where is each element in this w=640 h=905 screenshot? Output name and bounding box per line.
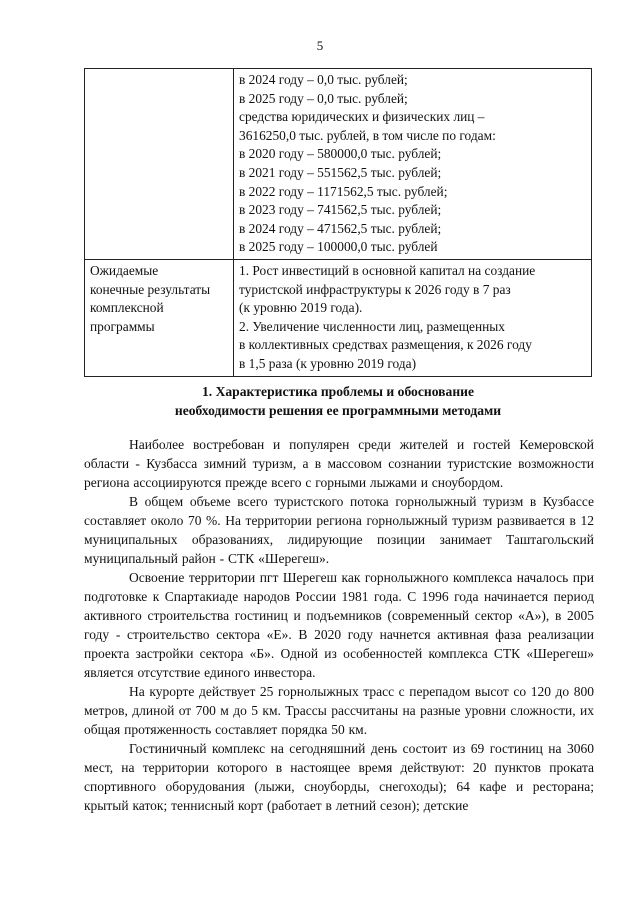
result-line: в 1,5 раза (к уровню 2019 года) [239, 355, 417, 371]
result-line: в коллективных средствах размещения, к 2026 году [239, 337, 532, 353]
page-number: 5 [316, 38, 324, 53]
section-heading-line: 1. Характеристика проблемы и обоснование [201, 384, 475, 399]
table-cell-label-empty [85, 69, 234, 260]
result-line: 1. Рост инвестиций в основной капитал на создание [239, 262, 536, 278]
label-line: комплексной [90, 300, 164, 316]
paragraph: Освоение территории пгт Шерегеш как горнолыжного комплекса началось при подготовке к Спартакиаде народов России 1981 года. С 1996 года начинается период активного строительства гостиниц и подъемников (современный сектор «А»), в 2005 году - строительство сектора «Е». В 2020 году начнется активная фаза реализации проекта застройки сектора «Б». Одной из особенностей комплекса СТК «Шерегеш» является отсутствие единого инвестора. [84, 570, 594, 680]
funding-line: 3616250,0 тыс. рублей, в том числе по годам: [239, 127, 496, 143]
label-line: программы [90, 318, 155, 334]
label-line: конечные результаты [90, 281, 211, 297]
result-line: 2. Увеличение численности лиц, размещенных [239, 318, 505, 334]
funding-line: в 2023 году – 741562,5 тыс. рублей; [239, 202, 442, 218]
table-cell-funding-values [234, 69, 592, 260]
funding-line: средства юридических и физических лиц – [239, 109, 485, 125]
funding-line: в 2025 году – 100000,0 тыс. рублей [239, 239, 438, 255]
paragraph: На курорте действует 25 горнолыжных трасс с перепадом высот со 120 до 800 метров, длиной от 700 м до 5 км. Трассы рассчитаны на разные уровни сложности, их общая протяженность составляет порядка 50 км. [84, 684, 594, 737]
table-cell-expected-results-values [234, 259, 592, 376]
table-row-expected-results [85, 259, 592, 376]
funding-line: в 2024 году – 0,0 тыс. рублей; [239, 72, 408, 87]
result-line: туристской инфраструктуры к 2026 году в 7 раз [239, 281, 511, 297]
section-body [84, 435, 594, 815]
paragraph: Наиболее востребован и популярен среди жителей и гостей Кемеровской области - Кузбасса зимний туризм, а в массовом сознании туристские возможности региона ассоциируются прежде всего с горными лыжами и сноубордом. [84, 437, 594, 490]
funding-line: в 2020 году – 580000,0 тыс. рублей; [239, 146, 442, 162]
funding-line: в 2025 году – 0,0 тыс. рублей; [239, 90, 408, 106]
funding-line: в 2022 году – 1171562,5 тыс. рублей; [239, 183, 448, 199]
label-line: Ожидаемые [90, 262, 159, 278]
program-passport-table [84, 68, 592, 377]
funding-line: в 2024 году – 471562,5 тыс. рублей; [239, 220, 442, 236]
paragraph: Гостиничный комплекс на сегодняшний день состоит из 69 гостиниц на 3060 мест, на территории которого в настоящее время действуют: 20 пунктов проката спортивного оборудования (лыжи, сноуборды, снегоходы); 64 кафе и ресторана; крытый каток; теннисный корт (работает в летний сезон); детские [84, 741, 594, 813]
paragraph: В общем объеме всего туристского потока горнолыжный туризм в Кузбассе составляет около 70 %. На территории региона горнолыжный туризм развивается в 12 муниципальных образованиях, лидирующие позиции занимает Таштагольский муниципальный район - СТК «Шерегеш». [84, 494, 594, 566]
section-heading-line: необходимости решения ее программными методами [174, 403, 502, 418]
table-row-funding [85, 69, 592, 260]
funding-line: в 2021 году – 551562,5 тыс. рублей; [239, 164, 442, 180]
section-heading [84, 382, 592, 420]
result-line: (к уровню 2019 года). [239, 300, 363, 316]
table-cell-expected-results-label [85, 259, 234, 376]
